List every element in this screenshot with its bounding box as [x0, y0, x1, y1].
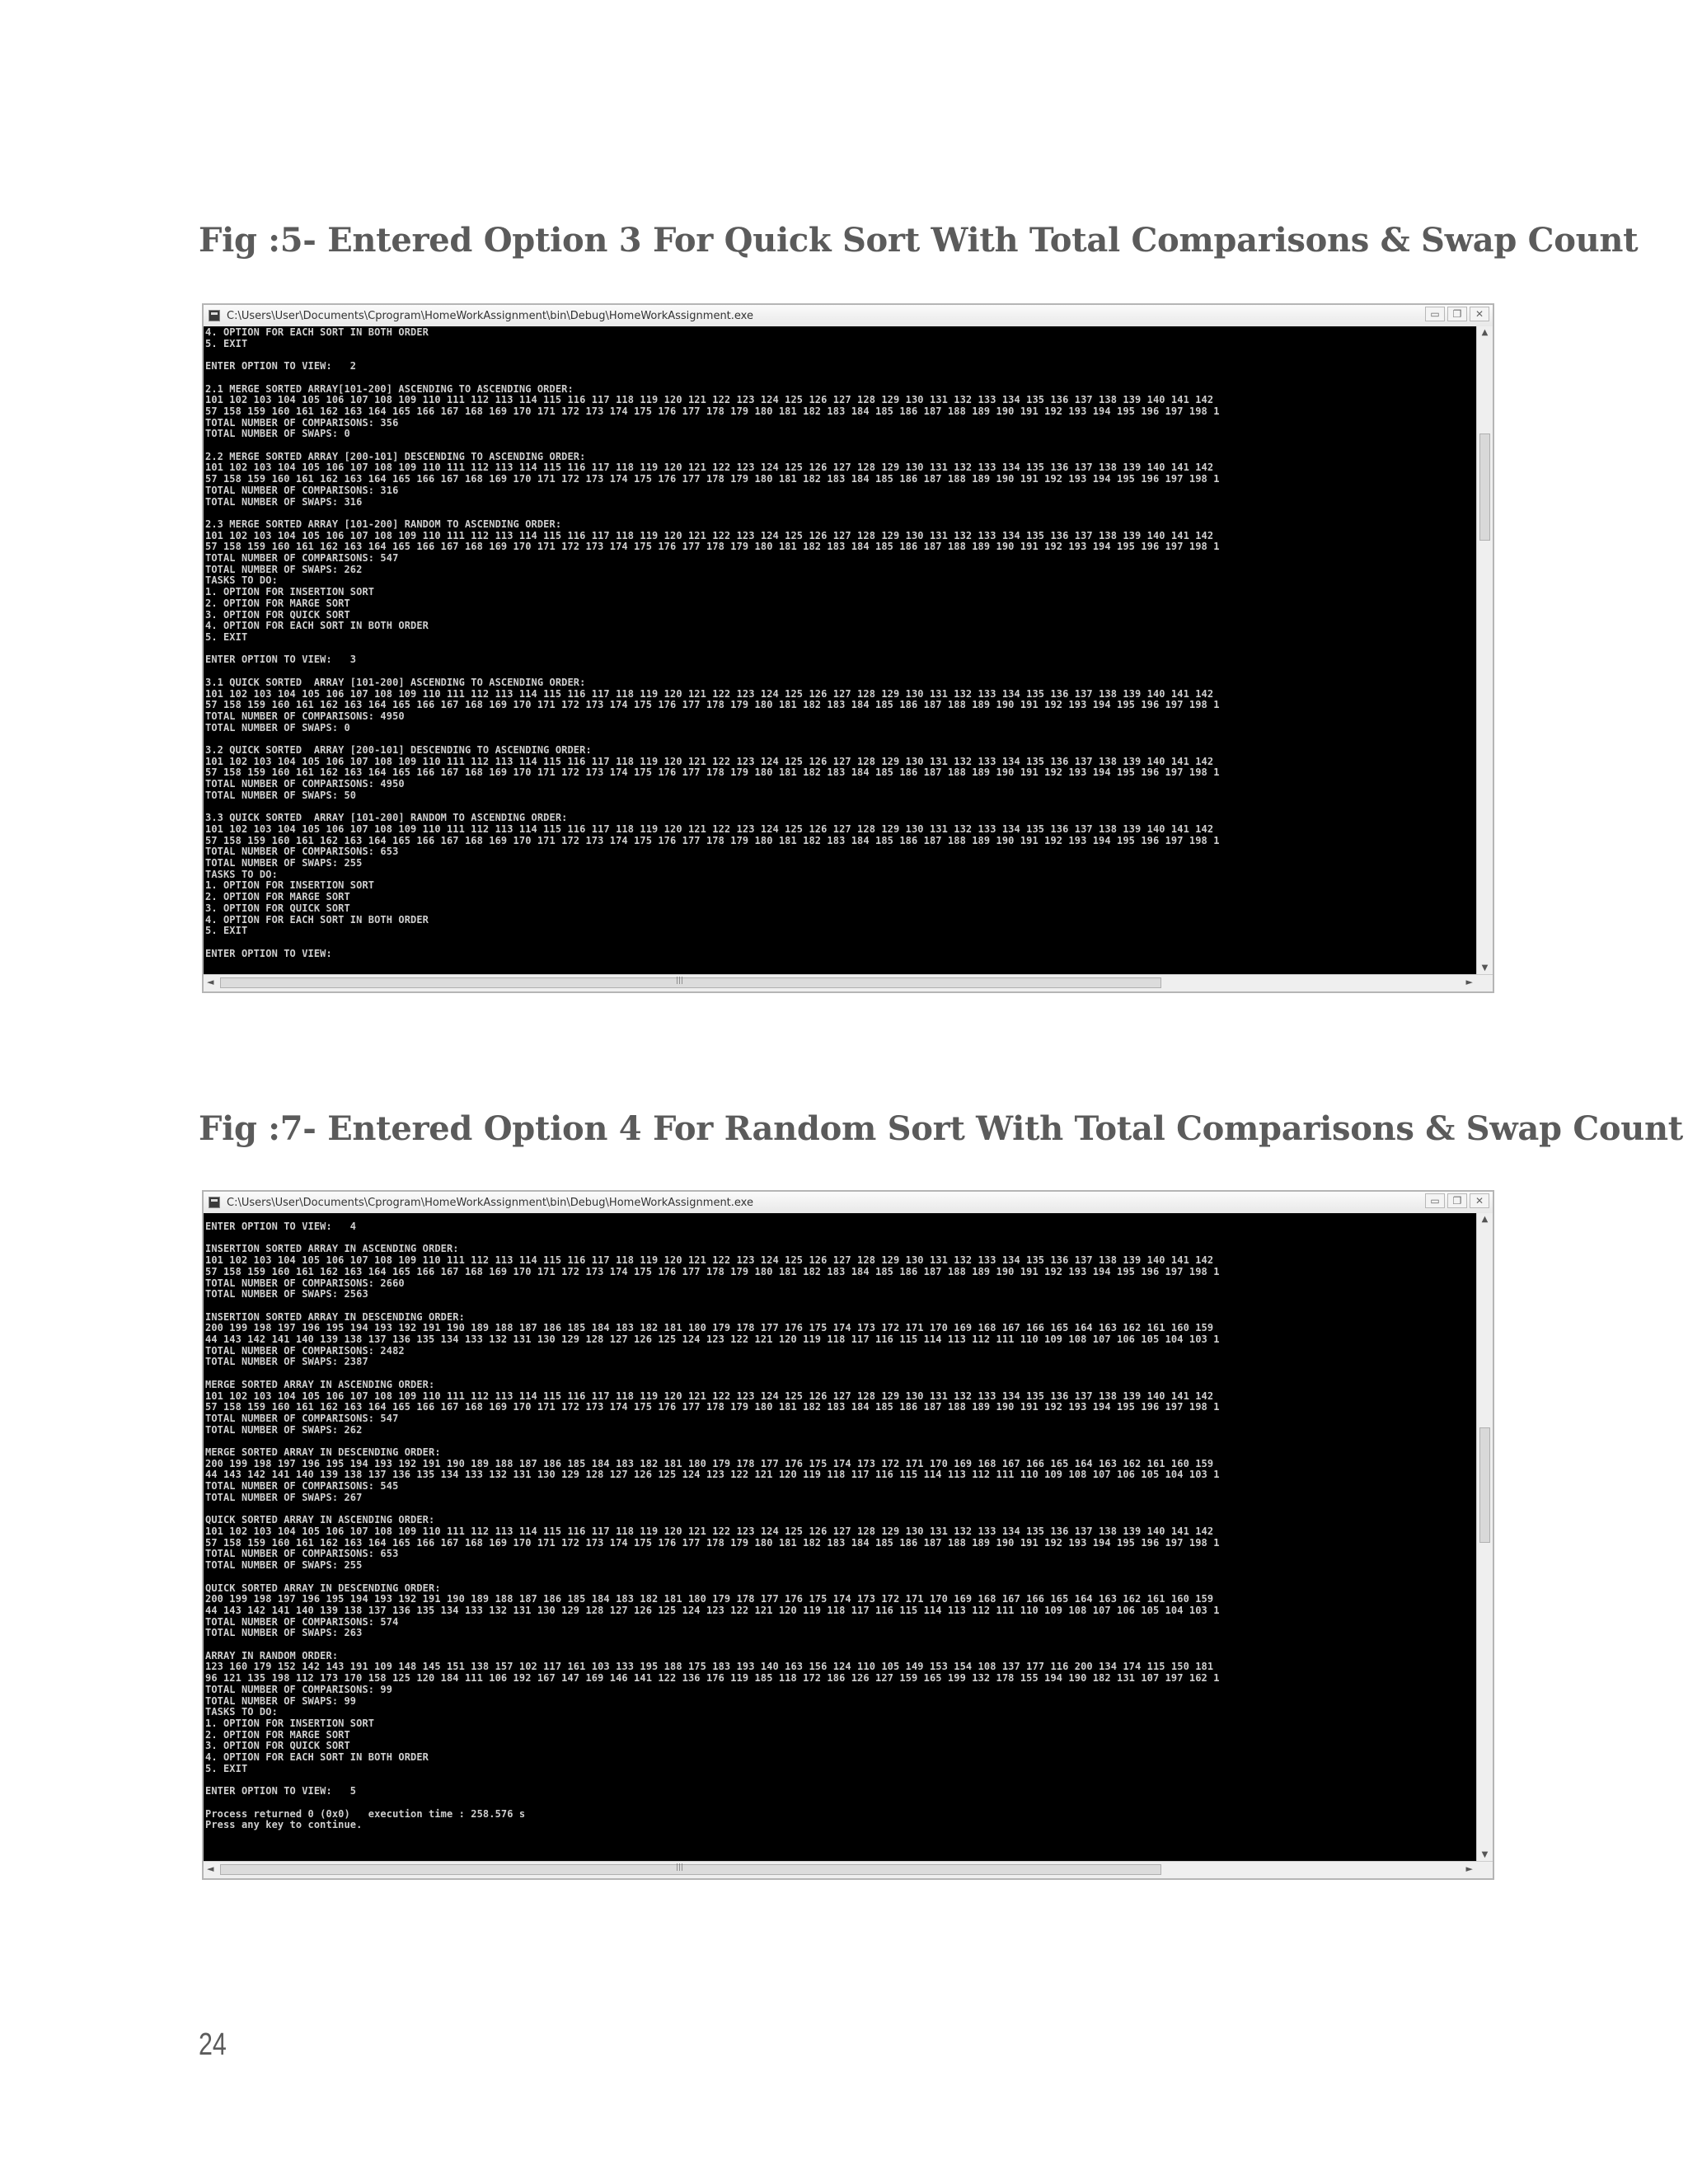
close-button[interactable]: ✕ [1470, 307, 1489, 321]
scroll-left-arrow-icon[interactable]: ◄ [207, 977, 214, 987]
window-title: C:\Users\User\Documents\Cprogram\HomeWorkAssignment\bin\Debug\HomeWorkAssignment.exe [227, 309, 753, 322]
console-window-fig7 [202, 1190, 1494, 1880]
minimize-button[interactable]: ▭ [1425, 307, 1445, 321]
vertical-scroll-thumb[interactable] [1479, 434, 1490, 541]
console-output: 4. OPTION FOR EACH SORT IN BOTH ORDER 5. EXIT ENTER OPTION TO VIEW: 2 2.1 MERGE SORTED ARRAY[101-200] ASCENDING TO ASCENDING ORDER: 101 102 103 104 105 106 107 108 109 110 111 112 113 114 115 116 117 118 119 120 121 122 123 124 125 126 127 128 129 130 131 132 133 134 135 136 137 138 139 140 141 142 57 158 159 160 161 162 163 164 165 166 167 168 169 170 171 172 173 174 175 176 177 178 179 180 181 182 183 184 185 186 187 188 189 190 191 192 193 194 195 196 197 198 1 TOTAL NUMBER OF COMPARISONS: 356 TOTAL NUMBER OF SWAPS: 0 2.2 MERGE SORTED ARRAY [200-101] DESCENDING TO ASCENDING ORDER: 101 102 103 104 105 106 107 108 109 110 111 112 113 114 115 116 117 118 119 120 121 122 123 124 125 126 127 128 129 130 131 132 133 134 135 136 137 138 139 140 141 142 57 158 159 160 161 162 163 164 165 166 167 168 169 170 171 172 173 174 175 176 177 178 179 180 181 182 183 184 185 186 187 188 189 190 191 192 193 194 195 196 197 198 1 TOTAL NUMBER OF COMPARISONS: 316 TOTAL NUMBER OF SWAPS: 316 2.3 MERGE SORTED ARRAY [101-200] RANDOM TO ASCENDING ORDER: 101 102 103 104 105 106 107 108 109 110 111 112 113 114 115 116 117 118 119 120 121 122 123 124 125 126 127 128 129 130 131 132 133 134 135 136 137 138 139 140 141 142 57 158 159 160 161 162 163 164 165 166 167 168 169 170 171 172 173 174 175 176 177 178 179 180 181 182 183 184 185 186 187 188 189 190 191 192 193 194 195 196 197 198 1 TOTAL NUMBER OF COMPARISONS: 547 TOTAL NUMBER OF SWAPS: 262 TASKS TO DO: 1. OPTION FOR INSERTION SORT 2. OPTION FOR MARGE SORT 3. OPTION FOR QUICK SORT 4. OPTION FOR EACH SORT IN BOTH ORDER 5. EXIT ENTER OPTION TO VIEW: 3 3.1 QUICK SORTED ARRAY [101-200] ASCENDING TO ASCENDING ORDER: 101 102 103 104 105 106 107 108 109 110 111 112 113 114 115 116 117 118 119 120 121 122 123 124 125 126 127 128 129 130 131 132 133 134 135 136 137 138 139 140 141 142 57 158 159 160 161 162 163 164 165 166 167 168 169 170 171 172 173 174 175 176 177 178 179 180 181 182 183 184 185 186 187 188 189 190 191 192 193 194 195 196 197 198 1 TOTAL NUMBER OF COMPARISONS: 4950 TOTAL NUMBER OF SWAPS: 0 3.2 QUICK SORTED ARRAY [200-101] DESCENDING TO ASCENDING ORDER: 101 102 103 104 105 106 107 108 109 110 111 112 113 114 115 116 117 118 119 120 121 122 123 124 125 126 127 128 129 130 131 132 133 134 135 136 137 138 139 140 141 142 57 158 159 160 161 162 163 164 165 166 167 168 169 170 171 172 173 174 175 176 177 178 179 180 181 182 183 184 185 186 187 188 189 190 191 192 193 194 195 196 197 198 1 TOTAL NUMBER OF COMPARISONS: 4950 TOTAL NUMBER OF SWAPS: 50 3.3 QUICK SORTED ARRAY [101-200] RANDOM TO ASCENDING ORDER: 101 102 103 104 105 106 107 108 109 110 111 112 113 114 115 116 117 118 119 120 121 122 123 124 125 126 127 128 129 130 131 132 133 134 135 136 137 138 139 140 141 142 57 158 159 160 161 162 163 164 165 166 167 168 169 170 171 172 173 174 175 176 177 178 179 180 181 182 183 184 185 186 187 188 189 190 191 192 193 194 195 196 197 198 1 TOTAL NUMBER OF COMPARISONS: 653 TOTAL NUMBER OF SWAPS: 255 TASKS TO DO: 1. OPTION FOR INSERTION SORT 2. OPTION FOR MARGE SORT 3. OPTION FOR QUICK SORT 4. OPTION FOR EACH SORT IN BOTH ORDER 5. EXIT ENTER OPTION TO VIEW: [204, 326, 1476, 974]
vertical-scrollbar[interactable] [1476, 1213, 1493, 1861]
page-number: 24 [199, 2027, 227, 2062]
console-output: ENTER OPTION TO VIEW: 4 INSERTION SORTED ARRAY IN ASCENDING ORDER: 101 102 103 104 105 106 107 108 109 110 111 112 113 114 115 116 117 118 119 120 121 122 123 124 125 126 127 128 129 130 131 132 133 134 135 136 137 138 139 140 141 142 57 158 159 160 161 162 163 164 165 166 167 168 169 170 171 172 173 174 175 176 177 178 179 180 181 182 183 184 185 186 187 188 189 190 191 192 193 194 195 196 197 198 1 TOTAL NUMBER OF COMPARISONS: 2660 TOTAL NUMBER OF SWAPS: 2563 INSERTION SORTED ARRAY IN DESCENDING ORDER: 200 199 198 197 196 195 194 193 192 191 190 189 188 187 186 185 184 183 182 181 180 179 178 177 176 175 174 173 172 171 170 169 168 167 166 165 164 163 162 161 160 159 44 143 142 141 140 139 138 137 136 135 134 133 132 131 130 129 128 127 126 125 124 123 122 121 120 119 118 117 116 115 114 113 112 111 110 109 108 107 106 105 104 103 1 TOTAL NUMBER OF COMPARISONS: 2482 TOTAL NUMBER OF SWAPS: 2387 MERGE SORTED ARRAY IN ASCENDING ORDER: 101 102 103 104 105 106 107 108 109 110 111 112 113 114 115 116 117 118 119 120 121 122 123 124 125 126 127 128 129 130 131 132 133 134 135 136 137 138 139 140 141 142 57 158 159 160 161 162 163 164 165 166 167 168 169 170 171 172 173 174 175 176 177 178 179 180 181 182 183 184 185 186 187 188 189 190 191 192 193 194 195 196 197 198 1 TOTAL NUMBER OF COMPARISONS: 547 TOTAL NUMBER OF SWAPS: 262 MERGE SORTED ARRAY IN DESCENDING ORDER: 200 199 198 197 196 195 194 193 192 191 190 189 188 187 186 185 184 183 182 181 180 179 178 177 176 175 174 173 172 171 170 169 168 167 166 165 164 163 162 161 160 159 44 143 142 141 140 139 138 137 136 135 134 133 132 131 130 129 128 127 126 125 124 123 122 121 120 119 118 117 116 115 114 113 112 111 110 109 108 107 106 105 104 103 1 TOTAL NUMBER OF COMPARISONS: 545 TOTAL NUMBER OF SWAPS: 267 QUICK SORTED ARRAY IN ASCENDING ORDER: 101 102 103 104 105 106 107 108 109 110 111 112 113 114 115 116 117 118 119 120 121 122 123 124 125 126 127 128 129 130 131 132 133 134 135 136 137 138 139 140 141 142 57 158 159 160 161 162 163 164 165 166 167 168 169 170 171 172 173 174 175 176 177 178 179 180 181 182 183 184 185 186 187 188 189 190 191 192 193 194 195 196 197 198 1 TOTAL NUMBER OF COMPARISONS: 653 TOTAL NUMBER OF SWAPS: 255 QUICK SORTED ARRAY IN DESCENDING ORDER: 200 199 198 197 196 195 194 193 192 191 190 189 188 187 186 185 184 183 182 181 180 179 178 177 176 175 174 173 172 171 170 169 168 167 166 165 164 163 162 161 160 159 44 143 142 141 140 139 138 137 136 135 134 133 132 131 130 129 128 127 126 125 124 123 122 121 120 119 118 117 116 115 114 113 112 111 110 109 108 107 106 105 104 103 1 TOTAL NUMBER OF COMPARISONS: 574 TOTAL NUMBER OF SWAPS: 263 ARRAY IN RANDOM ORDER: 123 160 179 152 142 143 191 109 148 145 151 138 157 102 117 161 103 133 195 188 175 183 193 140 163 156 124 110 105 149 153 154 108 137 177 116 200 134 174 115 150 181 96 121 135 198 112 173 170 158 125 120 184 111 106 192 167 147 169 146 141 122 136 176 119 185 118 172 186 126 127 159 165 199 132 178 155 194 190 182 131 107 197 162 1 TOTAL NUMBER OF COMPARISONS: 99 TOTAL NUMBER OF SWAPS: 99 TASKS TO DO: 1. OPTION FOR INSERTION SORT 2. OPTION FOR MARGE SORT 3. OPTION FOR QUICK SORT 4. OPTION FOR EACH SORT IN BOTH ORDER 5. EXIT ENTER OPTION TO VIEW: 5 Process returned 0 (0x0) execution time : 258.576 s Press any key to continue. [204, 1213, 1476, 1861]
vertical-scrollbar[interactable] [1476, 326, 1493, 974]
scroll-grip-icon: ||| [676, 1863, 684, 1872]
figure-7-caption: Fig :7- Entered Option 4 For Random Sort With Total Comparisons & Swap Count [199, 1109, 1683, 1148]
scroll-down-arrow-icon[interactable]: ▼ [1481, 1850, 1489, 1859]
console-app-icon [209, 1197, 220, 1208]
maximize-button[interactable]: ❐ [1447, 1193, 1467, 1208]
scroll-right-arrow-icon[interactable]: ► [1465, 977, 1473, 987]
horizontal-scrollbar[interactable] [204, 974, 1493, 991]
console-app-icon [209, 310, 220, 321]
scroll-up-arrow-icon[interactable]: ▲ [1481, 328, 1489, 337]
close-button[interactable]: ✕ [1470, 1193, 1489, 1208]
horizontal-scroll-thumb[interactable] [220, 977, 1161, 988]
window-title: C:\Users\User\Documents\Cprogram\HomeWorkAssignment\bin\Debug\HomeWorkAssignment.exe [227, 1196, 753, 1209]
scroll-down-arrow-icon[interactable]: ▼ [1481, 963, 1489, 972]
vertical-scroll-thumb[interactable] [1479, 1427, 1490, 1543]
minimize-button[interactable]: ▭ [1425, 1193, 1445, 1208]
horizontal-scroll-thumb[interactable] [220, 1864, 1161, 1875]
scroll-right-arrow-icon[interactable]: ► [1465, 1863, 1473, 1874]
maximize-button[interactable]: ❐ [1447, 307, 1467, 321]
window-titlebar[interactable] [204, 305, 1493, 326]
scroll-grip-icon: ||| [676, 977, 684, 985]
scroll-up-arrow-icon[interactable]: ▲ [1481, 1215, 1489, 1224]
window-titlebar[interactable] [204, 1192, 1493, 1213]
scroll-left-arrow-icon[interactable]: ◄ [207, 1863, 214, 1874]
figure-5-caption: Fig :5- Entered Option 3 For Quick Sort With Total Comparisons & Swap Count [199, 221, 1639, 260]
horizontal-scrollbar[interactable] [204, 1861, 1493, 1878]
console-window-fig5 [202, 303, 1494, 993]
